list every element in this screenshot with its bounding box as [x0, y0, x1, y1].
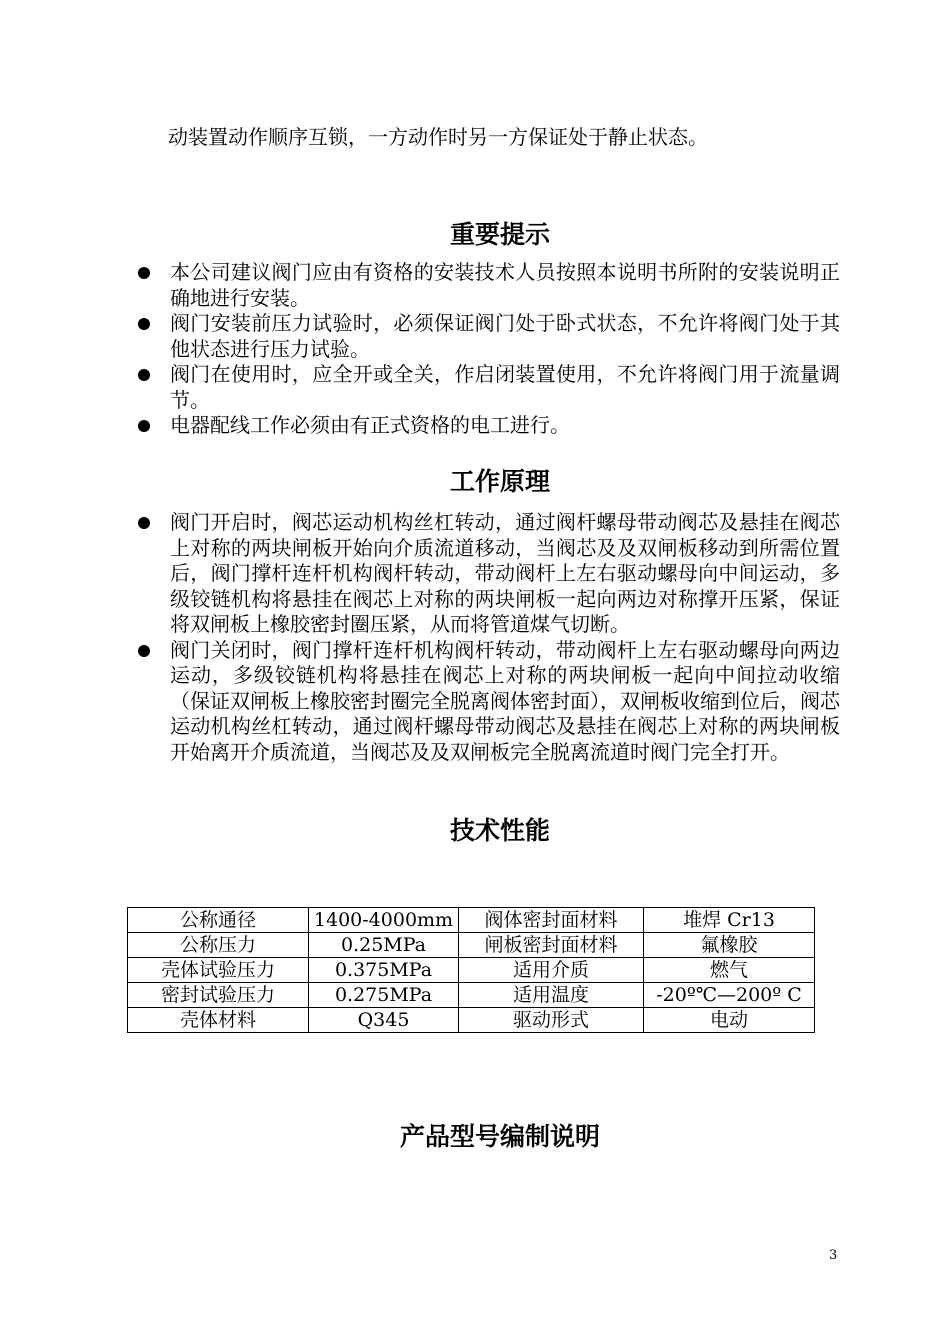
table-cell: 0.375MPa [309, 958, 459, 983]
important-list [0, 260, 840, 439]
table-row [128, 908, 815, 933]
list-item-text: 电器配线工作必须由有正式资格的电工进行。 [170, 413, 570, 437]
table-cell: 公称通径 [128, 908, 309, 933]
table-cell: 0.275MPa [309, 983, 459, 1008]
bullet-icon [138, 517, 150, 529]
list-item-text: 阀门关闭时，阀门撑杆连杆机构阀杆转动，带动阀杆上左右驱动螺母向两边运动，多级铰链机构将悬挂在阀芯上对称的两块闸板一起向中间拉动收缩（保证双闸板上橡胶密封圈完全脱离阀体密封面），双闸板收缩到位后，阀芯运动机构丝杠转动，通过阀杆螺母带动阀芯及悬挂在阀芯上对称的两块闸板开始离开介质流道，当阀芯及及双闸板完全脱离流道时阀门完全打开。 [170, 637, 840, 764]
list-item [0, 638, 840, 766]
table-cell: 燃气 [644, 958, 815, 983]
list-item-text: 阀门在使用时，应全开或全关，作启闭装置使用，不允许将阀门用于流量调节。 [170, 362, 840, 412]
list-item-text: 阀门开启时，阀芯运动机构丝杠转动，通过阀杆螺母带动阀芯及悬挂在阀芯上对称的两块闸板开始向介质流道移动，当阀芯及及双闸板移动到所需位置后，阀门撑杆连杆机构阀杆转动，带动阀杆上左右驱动螺母向中间运动，多级铰链机构将悬挂在阀芯上对称的两块闸板一起向两边对称撑开压紧，保证将双闸板上橡胶密封圈压紧，从而将管道煤气切断。 [170, 510, 840, 636]
table-cell: 电动 [644, 1008, 815, 1033]
bullet-icon [138, 420, 150, 432]
table-cell: 1400-4000mm [309, 908, 459, 933]
table-cell: 适用温度 [459, 983, 644, 1008]
heading-specs: 技术性能 [449, 816, 550, 845]
list-item [0, 311, 840, 362]
table-row [128, 983, 815, 1008]
list-item [0, 413, 840, 439]
principle-list [0, 510, 840, 765]
list-item [0, 362, 840, 413]
heading-model: 产品型号编制说明 [399, 1122, 600, 1151]
table-cell: 阀体密封面材料 [459, 908, 644, 933]
table-cell: 驱动形式 [459, 1008, 644, 1033]
table-cell: 氟橡胶 [644, 933, 815, 958]
page-number: 3 [829, 1248, 838, 1263]
table-cell: 密封试验压力 [128, 983, 309, 1008]
table-cell: 公称压力 [128, 933, 309, 958]
bullet-icon [138, 369, 150, 381]
list-item-text: 阀门安装前压力试验时，必须保证阀门处于卧式状态，不允许将阀门处于其他状态进行压力试验。 [170, 311, 840, 361]
bullet-icon [138, 267, 150, 279]
table-cell: 闸板密封面材料 [459, 933, 644, 958]
spec-table [127, 907, 815, 1033]
table-cell: 堆焊 Cr13 [644, 908, 815, 933]
table-cell: 壳体材料 [128, 1008, 309, 1033]
bullet-icon [138, 645, 150, 657]
heading-principle: 工作原理 [449, 467, 550, 496]
table-row [128, 933, 815, 958]
table-row [128, 1008, 815, 1033]
table-cell: 0.25MPa [309, 933, 459, 958]
table-cell: 适用介质 [459, 958, 644, 983]
list-item [0, 260, 840, 311]
list-item-text: 本公司建议阀门应由有资格的安装技术人员按照本说明书所附的安装说明正确地进行安装。 [170, 260, 840, 310]
table-row [128, 958, 815, 983]
table-cell: 壳体试验压力 [128, 958, 309, 983]
list-item [0, 510, 840, 638]
heading-important: 重要提示 [449, 220, 550, 249]
intro-paragraph: 动装置动作顺序互锁，一方动作时另一方保证处于静止状态。 [168, 125, 708, 149]
table-cell: Q345 [309, 1008, 459, 1033]
bullet-icon [138, 318, 150, 330]
table-cell: -20º℃—200º C [644, 983, 815, 1008]
